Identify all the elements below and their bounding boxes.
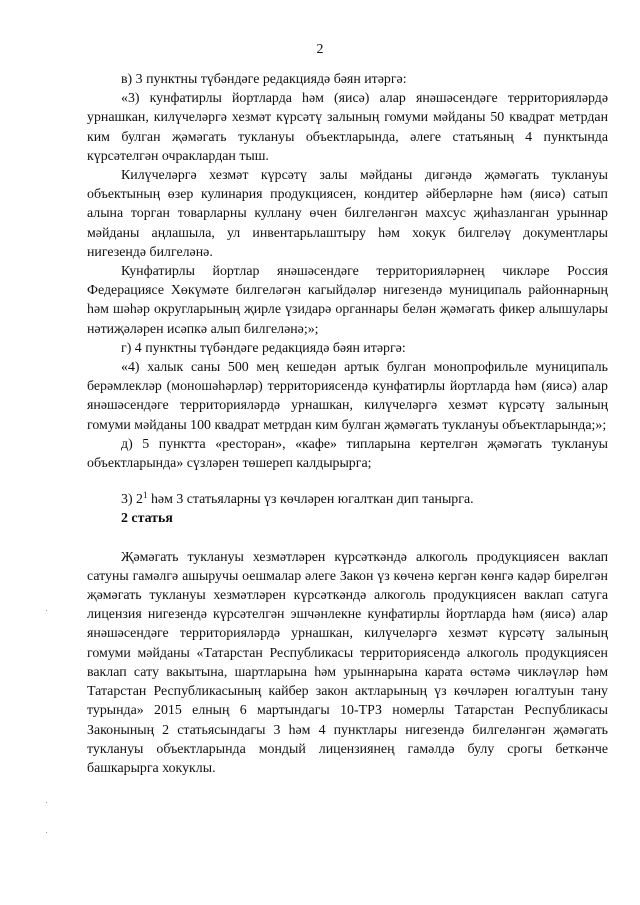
superscript: 1 bbox=[143, 490, 148, 501]
articles-void-start: 3) 2 bbox=[121, 492, 143, 508]
paragraph-territory-borders: Кунфатирлы йортлар янәшәсендәге территорияләрнең чикләре Россия Федерациясе Хөкүмәте билгеләгән кагыйдәләр нигезендә муниципаль районнарның һәм шәһәр округларының җирле үзидарә органнары белән җәмәгать фикер алышулары нәтиҗәләрен исәпкә алып билгеләнә;»; bbox=[87, 264, 608, 337]
articles-void-end: һәм 3 статьяларны үз көчләрен югалткан дип танырга. bbox=[147, 492, 474, 508]
scan-mark bbox=[46, 832, 47, 833]
paragraph-point-3: «3) кунфатирлы йортларда һәм (яисә) алар янәшәсендәге территорияләрдә урнашкан, килүчеләргә хезмәт күрсәтү залының гомуми мәйданы 50 квадрат метрдан ким булган җәмәгать туклануы объектларында, әлеге статьяның 4 пунктында күрсәтелгән очраклардан тыш. bbox=[87, 91, 608, 164]
paragraph-item-g: г) 4 пунктны түбәндәге редакциядә бәян итәргә: bbox=[121, 340, 406, 356]
scan-mark bbox=[46, 802, 47, 803]
scan-mark bbox=[46, 610, 47, 611]
document-body bbox=[87, 70, 608, 778]
paragraph-item-v: в) 3 пунктны түбәндәге редакциядә бәян итәргә: bbox=[121, 72, 407, 87]
paragraph-hall-area: Килүчеләргә хезмәт күрсәтү залы мәйданы дигәндә җәмәгать туклануы объектының өзер кулинария продукциясен, кондитер әйберләрне һәм (яисә) сатып алына торган товарларны куллану өчен билгеләнгән махсус җиһазланган урыннар мәйданы аңлашыла, ул инвентарьлаштыру һәм хокук билгеләү документлары нигезендә билгеләнә. bbox=[87, 168, 608, 260]
paragraph-articles-void bbox=[87, 490, 608, 509]
paragraph-article-2: Җәмәгать туклануы хезмәтләрен күрсәткәндә алкоголь продукциясен ваклап сатуны гамәлгә ашыручы оешмалар әлеге Закон үз көченә кергән көнгә кадәр бирелгән җәмәгать туклануы хезмәтләрен күрсәткәндә алкоголь продукциясен ваклап сатуга лицензия нигезендә күрсәтелгән эшчәнлекне кунфатирлы йортларда һәм (яисә) алар янәшәсендәге территорияләрдә урнашкан, килүчеләргә хезмәт күрсәтү залының гомуми мәйданы «Татарстан Республикасы территориясендә алкоголь продукциясен ваклап сату вакытына, шартларына һәм урыннарына карата өстәмә чикләүләр һәм Татарстан Республикасының кайбер закон актларының үз көчләрен югалтуын тану турында» 2015 елның 6 мартындагы 10-ТРЗ номерлы Татарстан Республикасы Законының 2 статьясындагы 3 һәм 4 пунктлары нигезендә билгеләнгән җәмәгать туклануы объектларында мондый лицензиянең гамәлдә булу срогы беткәнче башкарырга хокуклы. bbox=[87, 549, 608, 776]
article-heading: 2 статья bbox=[121, 511, 173, 527]
page-number: 2 bbox=[316, 42, 324, 57]
paragraph-item-d: д) 5 пунктта «ресторан», «кафе» типларына кертелгән җәмәгать туклануы объектларында» сүзләрен төшереп калдырырга; bbox=[87, 436, 608, 472]
paragraph-point-4: «4) халык саны 500 мең кешедән артык булган монопрофильле муниципаль берәмлекләр (моношәһәрләр) территориясендә кунфатирлы йортларда һәм (яисә) алар янәшәсендәге территорияләрдә урнашкан, килүчеләргә хезмәт күрсәтү залының гомуми мәйданы 100 квадрат метрдан ким булган җәмәгать туклануы объектларында;»; bbox=[87, 360, 608, 433]
